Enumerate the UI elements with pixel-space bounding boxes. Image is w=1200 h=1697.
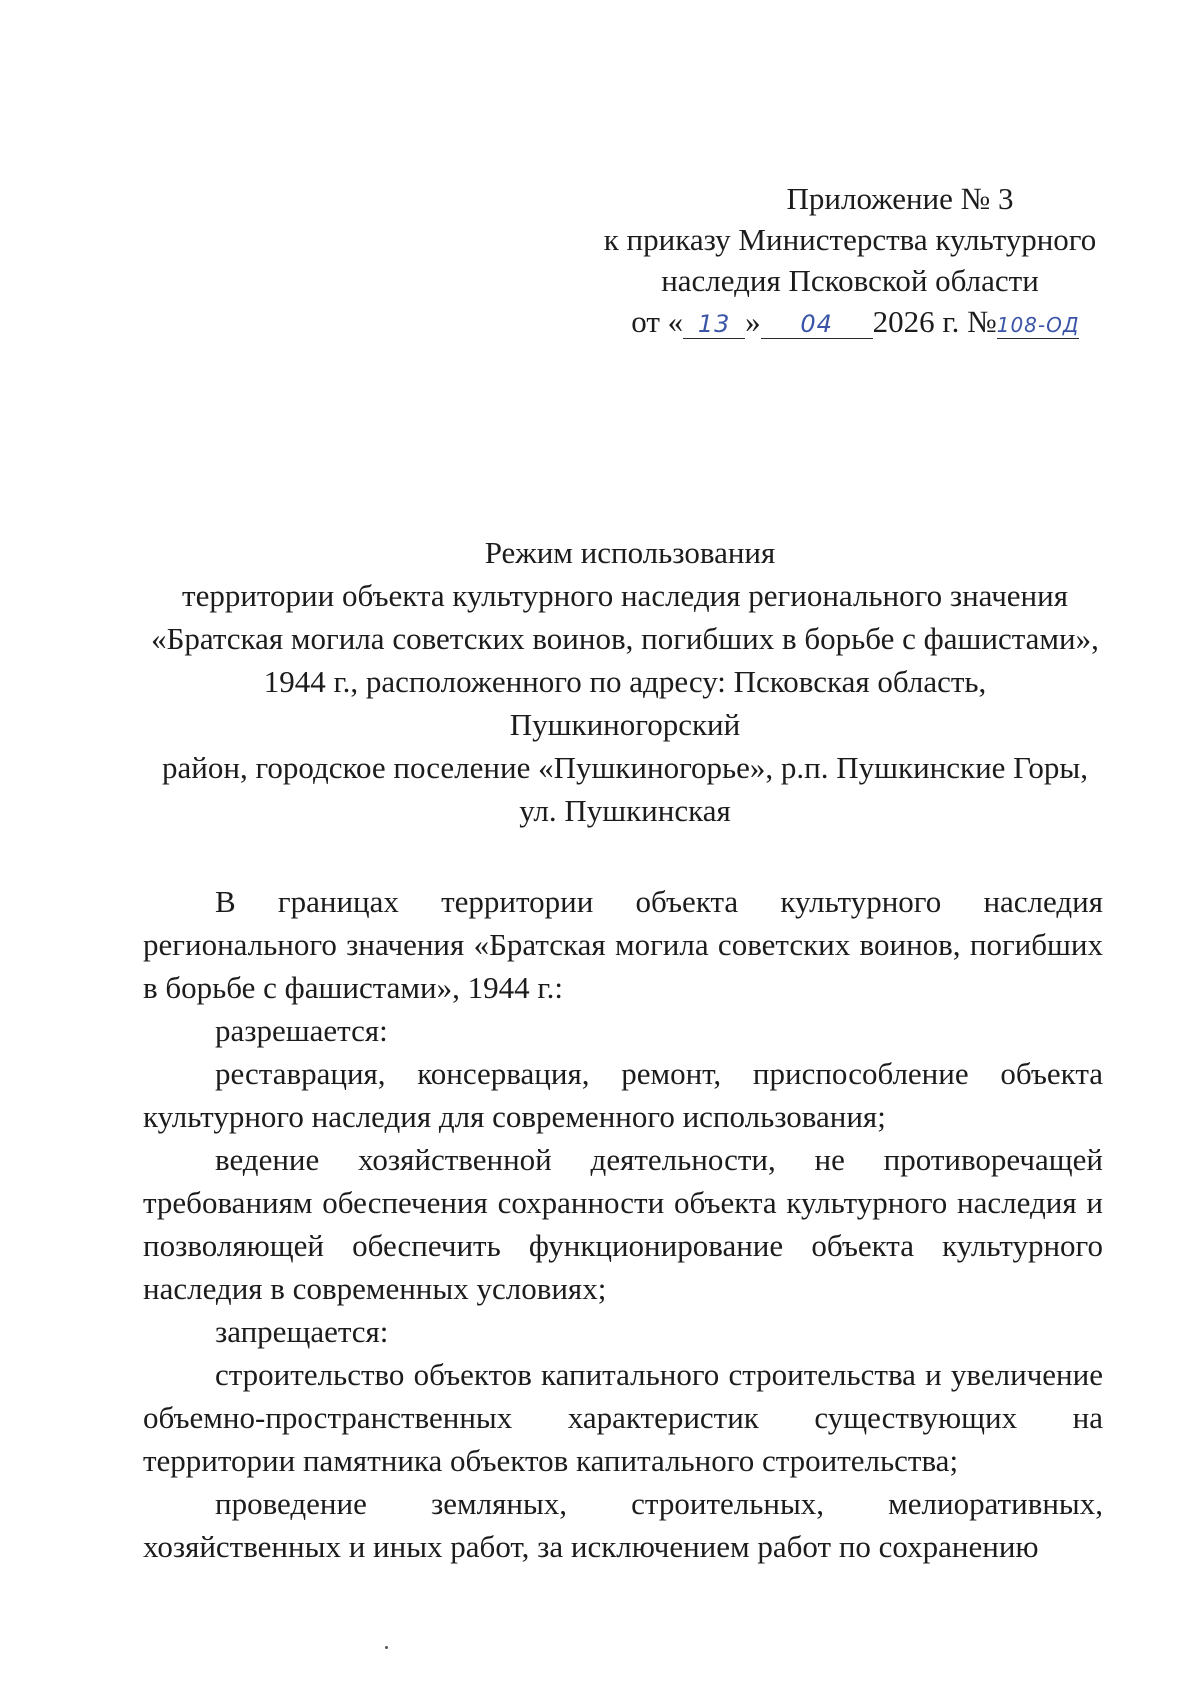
title-line-1: Режим использования	[484, 535, 776, 570]
title-line-3: «Братская могила советских воинов, погибших в борьбе с фашистами»,	[151, 621, 1099, 656]
month-field	[761, 306, 873, 339]
year-text: 2026 г.	[872, 304, 960, 339]
document-title	[150, 531, 1100, 832]
number-handwritten: 108-ОД	[996, 313, 1080, 337]
appendix-number: Приложение № 3	[786, 181, 1014, 216]
order-date-number-line	[600, 301, 1110, 342]
forbidden-item-1: строительство объектов капитального строительства и увеличение объемно-пространственных характеристик существующих на территории памятника объектов капитального строительства;	[143, 1357, 1103, 1478]
scan-speck	[385, 1646, 388, 1649]
forbidden-item-2: проведение земляных, строительных, мелиоративных, хозяйственных и иных работ, за исключением работ по сохранению	[143, 1486, 1103, 1564]
forbidden-label: запрещается:	[215, 1314, 389, 1349]
title-line-2: территории объекта культурного наследия регионального значения	[182, 578, 1068, 613]
title-line-4: 1944 г., расположенного по адресу: Псковская область, Пушкиногорский	[263, 664, 987, 742]
day-handwritten: 13	[697, 310, 731, 338]
allowed-label: разрешается:	[215, 1013, 388, 1048]
appendix-header	[590, 178, 1110, 342]
quote-close: »	[745, 304, 761, 339]
day-field	[683, 306, 745, 339]
document-body	[143, 880, 1103, 1568]
number-field	[997, 306, 1079, 339]
title-line-6: ул. Пушкинская	[519, 793, 731, 828]
appendix-order-line: к приказу Министерства культурного	[603, 222, 1097, 257]
date-prefix: от «	[631, 304, 684, 339]
title-line-5: район, городское поселение «Пушкиногорье», р.п. Пушкинские Горы,	[162, 750, 1088, 785]
allowed-item-2: ведение хозяйственной деятельности, не противоречащей требованиям обеспечения сохранности объекта культурного наследия и позволяющей обеспечить функционирование объекта культурного наследия в современных условиях;	[143, 1142, 1103, 1306]
appendix-ministry-line: наследия Псковской области	[661, 263, 1039, 298]
number-prefix: №	[967, 304, 997, 339]
allowed-item-1: реставрация, консервация, ремонт, приспособление объекта культурного наследия для современного использования;	[143, 1056, 1103, 1134]
month-handwritten: 04	[800, 310, 833, 338]
intro-paragraph: В границах территории объекта культурного наследия регионального значения «Братская могила советских воинов, погибших в борьбе с фашистами», 1944 г.:	[143, 884, 1103, 1005]
